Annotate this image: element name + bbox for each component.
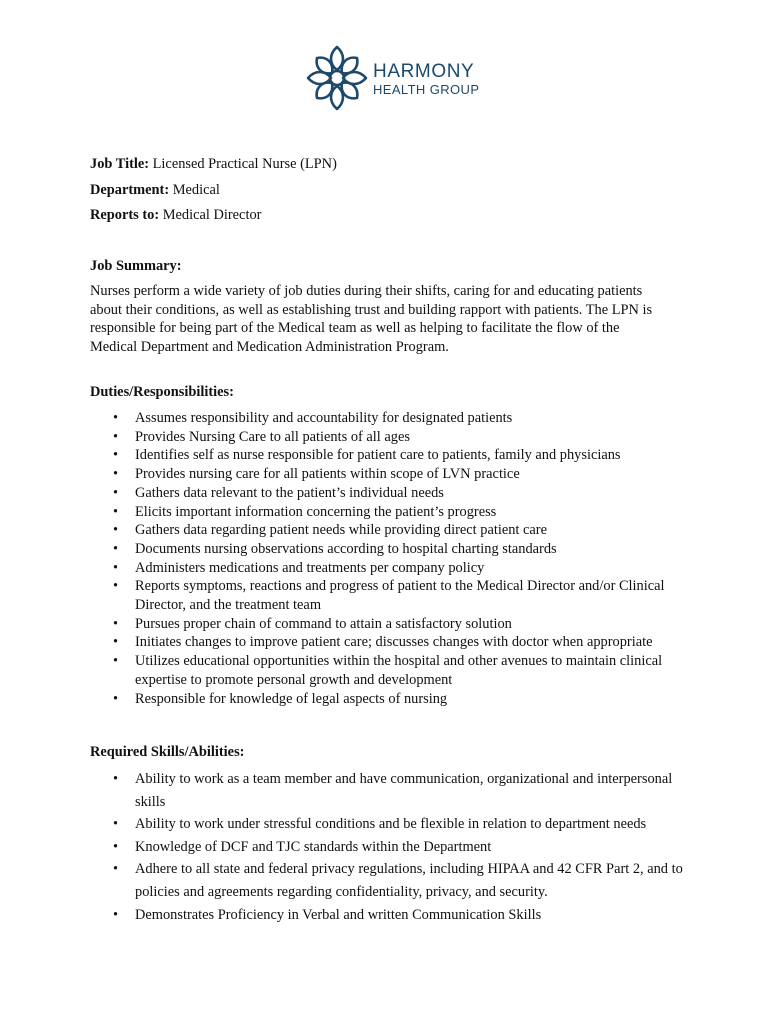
- duty-item: • Documents nursing observations according to hospital charting standards: [90, 540, 690, 559]
- reports-to-line: [90, 207, 261, 224]
- skills-heading: Required Skills/Abilities:: [90, 744, 245, 760]
- reports-to-label: Reports to:: [90, 207, 160, 223]
- duty-item: • Reports symptoms, reactions and progress of patient to the Medical Director and/or Clinical Director, and the treatment team: [90, 577, 690, 614]
- skills-list: [90, 768, 690, 926]
- duty-item: • Provides Nursing Care to all patients of all ages: [90, 428, 690, 447]
- job-summary-text: Nurses perform a wide variety of job duties during their shifts, caring for and educating patients about their conditions, as well as establishing trust and building rapport with patients. The LPN is responsible for being part of the Medical team as well as helping to facilitate the flow of the Medical Department and Medication Administration Program.: [90, 283, 653, 355]
- skill-item: • Knowledge of DCF and TJC standards within the Department: [90, 836, 690, 859]
- duty-item: • Gathers data regarding patient needs while providing direct patient care: [90, 521, 690, 540]
- duty-item: • Provides nursing care for all patients within scope of LVN practice: [90, 465, 690, 484]
- duty-item: • Gathers data relevant to the patient’s individual needs: [90, 484, 690, 503]
- job-title-label: Job Title:: [90, 156, 150, 172]
- duties-heading: Duties/Responsibilities:: [90, 384, 234, 400]
- department-value: Medical: [169, 182, 220, 198]
- logo-wordmark-harmony: HARMONY: [373, 61, 475, 82]
- job-title-value: Licensed Practical Nurse (LPN): [149, 156, 337, 172]
- duties-list: [90, 409, 690, 708]
- duty-item: • Administers medications and treatments per company policy: [90, 559, 690, 578]
- job-title-line: [90, 156, 337, 173]
- job-summary-heading: Job Summary:: [90, 258, 182, 274]
- duty-item: • Initiates changes to improve patient care; discusses changes with doctor when appropriate: [90, 633, 690, 652]
- duty-item: • Elicits important information concerning the patient’s progress: [90, 503, 690, 522]
- skill-item: • Ability to work under stressful conditions and be flexible in relation to department needs: [90, 813, 690, 836]
- duty-item: • Responsible for knowledge of legal aspects of nursing: [90, 690, 690, 709]
- skill-item: • Demonstrates Proficiency in Verbal and written Communication Skills: [90, 904, 690, 927]
- reports-to-value: Medical Director: [159, 207, 262, 223]
- duty-item: • Pursues proper chain of command to attain a satisfactory solution: [90, 615, 690, 634]
- harmony-emblem-icon: [305, 44, 369, 112]
- duty-item: • Assumes responsibility and accountability for designated patients: [90, 409, 690, 428]
- skill-item: • Adhere to all state and federal privacy regulations, including HIPAA and 42 CFR Part 2, and to policies and agreements regarding confidentiality, privacy, and security.: [90, 858, 690, 903]
- skill-item: • Ability to work as a team member and have communication, organizational and interpersonal skills: [90, 768, 690, 813]
- department-label: Department:: [90, 182, 170, 198]
- company-logo: [305, 44, 505, 116]
- duty-item: • Utilizes educational opportunities within the hospital and other avenues to maintain clinical expertise to promote personal growth and development: [90, 652, 690, 689]
- duty-item: • Identifies self as nurse responsible for patient care to patients, family and physicians: [90, 446, 690, 465]
- department-line: [90, 182, 220, 199]
- logo-wordmark-health-group: HEALTH GROUP: [373, 82, 480, 97]
